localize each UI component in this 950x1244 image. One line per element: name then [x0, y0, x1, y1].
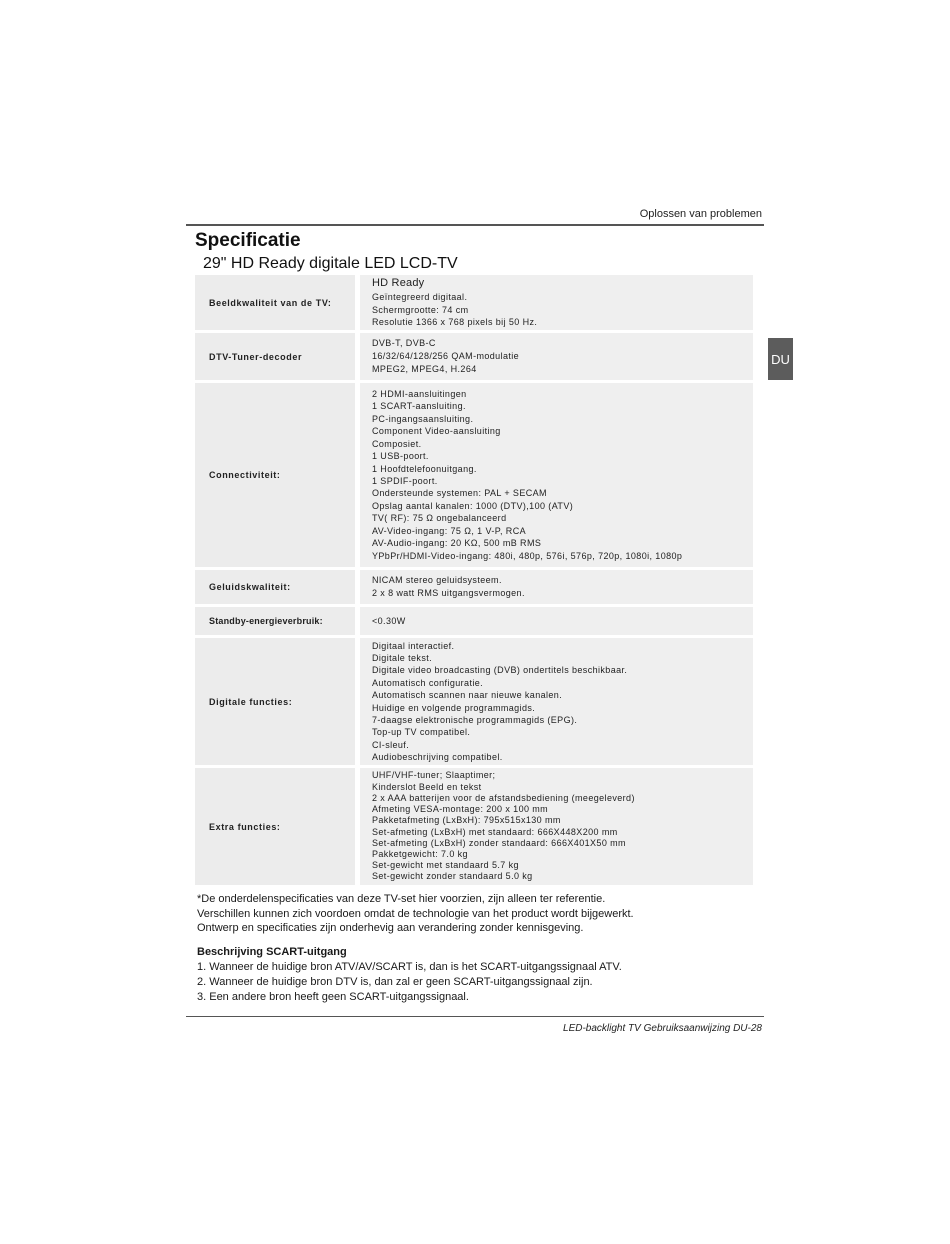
spec-value: Top-up TV compatibel. — [372, 727, 471, 738]
spec-row-connectiviteit — [195, 383, 753, 567]
spec-value: AV-Audio-ingang: 20 KΩ, 500 mB RMS — [372, 538, 542, 549]
spec-row-digitale-functies — [195, 638, 753, 765]
spec-value: Automatisch scannen naar nieuwe kanalen. — [372, 690, 563, 701]
scart-item: 2. Wanneer de huidige bron DTV is, dan zal er geen SCART-uitgangssignaal zijn. — [197, 975, 593, 988]
spec-value: Resolutie 1366 x 768 pixels bij 50 Hz. — [372, 317, 538, 328]
language-tab: DU — [768, 338, 793, 380]
spec-label: Geluidskwaliteit: — [195, 570, 355, 604]
footer-rule — [186, 1016, 764, 1017]
note-line: *De onderdelenspecificaties van deze TV-set hier voorzien, zijn alleen ter referentie. — [197, 893, 606, 905]
spec-value: Set-gewicht met standaard 5.7 kg — [372, 860, 519, 871]
spec-value: DVB-T, DVB-C — [372, 338, 436, 348]
spec-value: Opslag aantal kanalen: 1000 (DTV),100 (ATV) — [372, 500, 574, 511]
spec-label: DTV-Tuner-decoder — [195, 333, 355, 380]
spec-value: AV-Video-ingang: 75 Ω, 1 V-P, RCA — [372, 525, 527, 536]
spec-value: 2 x AAA batterijen voor de afstandsbediening (meegeleverd) — [372, 792, 635, 803]
spec-values — [360, 383, 753, 567]
spec-value: Pakketgewicht: 7.0 kg — [372, 848, 468, 859]
spec-value: 16/32/64/128/256 QAM-modulatie — [372, 351, 520, 361]
page-footer: LED-backlight TV Gebruiksaanwijzing DU-28 — [563, 1023, 762, 1034]
spec-value: Set-afmeting (LxBxH) zonder standaard: 666X401X50 mm — [372, 837, 626, 848]
spec-label: Standby-energieverbruik: — [195, 607, 355, 635]
spec-value: Composiet. — [372, 438, 422, 449]
spec-value: Digitale tekst. — [372, 653, 433, 664]
note-line: Ontwerp en specificaties zijn onderhevig aan verandering zonder kennisgeving. — [197, 922, 584, 935]
spec-value: UHF/VHF-tuner; Slaaptimer; — [372, 770, 496, 781]
page-title: Specificatie — [195, 230, 301, 251]
spec-value: Digitaal interactief. — [372, 640, 455, 651]
spec-value: Set-afmeting (LxBxH) met standaard: 666X448X200 mm — [372, 826, 618, 837]
spec-value: Automatisch configuratie. — [372, 677, 484, 688]
spec-value: 7-daagse elektronische programmagids (EPG). — [372, 714, 578, 725]
spec-values — [360, 570, 753, 604]
scart-item: 1. Wanneer de huidige bron ATV/AV/SCART is, dan is het SCART-uitgangssignaal ATV. — [197, 961, 622, 974]
spec-label: Extra functies: — [195, 768, 355, 885]
spec-value: 1 SPDIF-poort. — [372, 476, 438, 486]
spec-value: Digitale video broadcasting (DVB) ondertitels beschikbaar. — [372, 665, 628, 676]
spec-value: PC-ingangsaansluiting. — [372, 413, 474, 424]
spec-value: NICAM stereo geluidsysteem. — [372, 575, 502, 585]
spec-row-extra-functies — [195, 768, 753, 885]
spec-value: 1 Hoofdtelefoonuitgang. — [372, 463, 477, 474]
spec-row-dtv-tuner — [195, 333, 753, 380]
spec-value: Kinderslot Beeld en tekst — [372, 781, 482, 792]
spec-value: Audiobeschrijving compatibel. — [372, 751, 503, 762]
spec-value: 1 USB-poort. — [372, 451, 429, 462]
spec-values — [360, 275, 753, 330]
spec-value: <0.30W — [372, 616, 406, 626]
spec-value: Geïntegreerd digitaal. — [372, 292, 468, 303]
header-rule — [186, 224, 764, 226]
spec-label: Digitale functies: — [195, 638, 355, 765]
spec-label: Connectiviteit: — [195, 383, 355, 567]
spec-label: Beeldkwaliteit van de TV: — [195, 275, 355, 330]
spec-value: MPEG2, MPEG4, H.264 — [372, 364, 477, 374]
section-title: Oplossen van problemen — [639, 208, 762, 220]
spec-value: Huidige en volgende programmagids. — [372, 702, 536, 713]
spec-value: Pakketafmeting (LxBxH): 795x515x130 mm — [372, 815, 561, 826]
spec-row-beeldkwaliteit — [195, 275, 753, 330]
spec-value: YPbPr/HDMI-Video-ingang: 480i, 480p, 576i, 576p, 720p, 1080i, 1080p — [372, 550, 683, 561]
spec-value: 2 HDMI-aansluitingen — [372, 388, 467, 399]
spec-value: TV( RF): 75 Ω ongebalanceerd — [372, 513, 507, 524]
spec-value: 1 SCART-aansluiting. — [372, 401, 466, 412]
spec-value: Set-gewicht zonder standaard 5.0 kg — [372, 871, 533, 882]
product-subtitle: 29" HD Ready digitale LED LCD-TV — [203, 255, 458, 272]
scart-heading: Beschrijving SCART-uitgang — [197, 946, 347, 959]
spec-value: Ondersteunde systemen: PAL + SECAM — [372, 488, 547, 499]
spec-value: HD Ready — [372, 277, 425, 290]
spec-value: 2 x 8 watt RMS uitgangsvermogen. — [372, 588, 525, 598]
scart-item: 3. Een andere bron heeft geen SCART-uitgangssignaal. — [197, 990, 469, 1003]
spec-value: Schermgrootte: 74 cm — [372, 304, 469, 315]
notes-section — [197, 892, 757, 1004]
note-line: Verschillen kunnen zich voordoen omdat de technologie van het product wordt bijgewerkt. — [197, 907, 634, 920]
spec-values — [360, 768, 753, 885]
spec-values — [360, 333, 753, 380]
spec-values — [360, 638, 753, 765]
spec-row-geluidskwaliteit — [195, 570, 753, 604]
spec-row-standby — [195, 607, 753, 635]
spec-value: Afmeting VESA-montage: 200 x 100 mm — [372, 804, 549, 815]
spec-table — [195, 275, 753, 888]
spec-value: Component Video-aansluiting — [372, 426, 501, 437]
spec-value: CI-sleuf. — [372, 739, 410, 750]
spec-values — [360, 607, 753, 635]
